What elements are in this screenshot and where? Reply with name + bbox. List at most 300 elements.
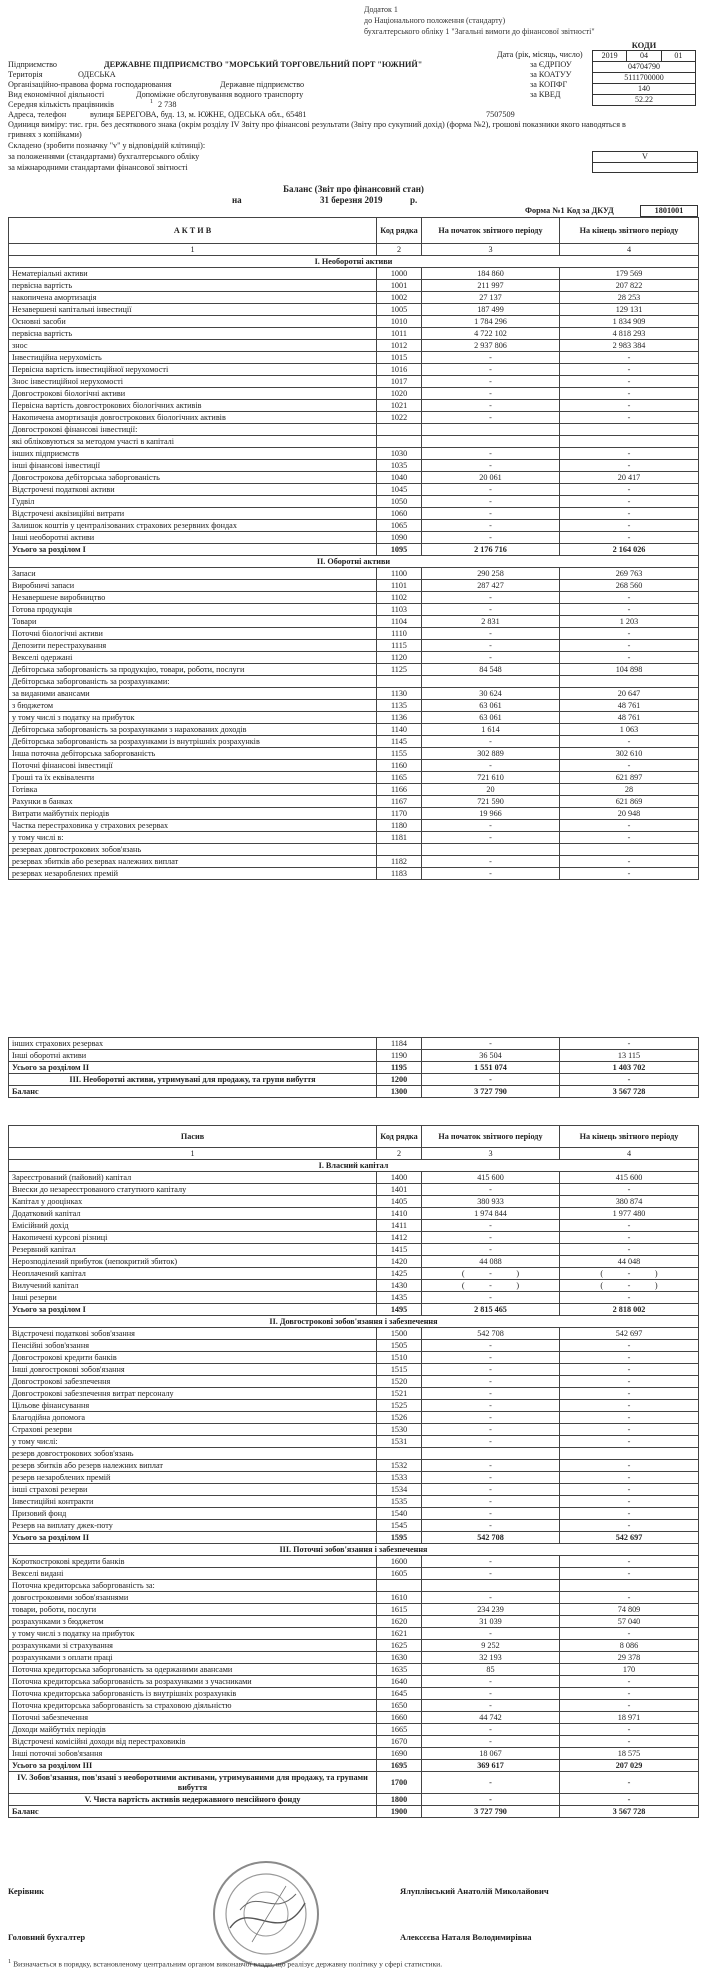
row-start-value: - (422, 484, 560, 496)
row-code: 1050 (377, 496, 422, 508)
row-code: 1160 (377, 760, 422, 772)
row-name: Призовий фонд (9, 1508, 377, 1520)
table-row (9, 832, 699, 844)
row-code: 1405 (377, 1196, 422, 1208)
row-end-value: 269 763 (560, 568, 699, 580)
table-row (9, 1280, 699, 1292)
row-end-value: 3 567 728 (560, 1806, 699, 1818)
row-start-value: - (422, 640, 560, 652)
row-name: у тому числі з податку на прибуток (9, 712, 377, 724)
row-start-value: - (422, 1484, 560, 1496)
table-row (9, 808, 699, 820)
row-start-value: 36 504 (422, 1050, 560, 1062)
table-row (9, 520, 699, 532)
col-num: 1 (9, 244, 377, 256)
table-row (9, 1328, 699, 1340)
row-start-value: 20 061 (422, 472, 560, 484)
row-start-value: - (422, 1220, 560, 1232)
row-end-value: - (560, 1038, 699, 1050)
row-name: Поточна кредиторська заборгованість із внутрішніх розрахунків (9, 1688, 377, 1700)
codes-box (592, 50, 696, 106)
row-name: Виробничі запаси (9, 580, 377, 592)
row-code: 1510 (377, 1352, 422, 1364)
row-name: з бюджетом (9, 700, 377, 712)
row-name: у тому числі в: (9, 832, 377, 844)
row-end-value: 57 040 (560, 1616, 699, 1628)
territory-label: Територія (8, 70, 43, 79)
table-row (9, 1074, 699, 1086)
row-end-value: - (560, 1724, 699, 1736)
row-name: Запаси (9, 568, 377, 580)
row-start-value: 2 176 716 (422, 544, 560, 556)
org-form-value: Державне підприємство (220, 80, 305, 89)
row-start-value: 721 610 (422, 772, 560, 784)
row-code: 1170 (377, 808, 422, 820)
row-name: у тому числі: (9, 1436, 377, 1448)
row-end-value: 1 977 480 (560, 1208, 699, 1220)
row-name: Поточна кредиторська заборгованість за розрахунками з учасниками (9, 1676, 377, 1688)
row-start-value (422, 424, 560, 436)
table-row (9, 616, 699, 628)
row-name: Знос інвестиційної нерухомості (9, 376, 377, 388)
table-row (9, 412, 699, 424)
table-row (9, 1196, 699, 1208)
row-code: 1800 (377, 1794, 422, 1806)
row-name: резерв незароблених премій (9, 1472, 377, 1484)
row-start-value: 1 614 (422, 724, 560, 736)
date-label: Дата (рік, місяць, число) (497, 50, 583, 59)
table-row (9, 1806, 699, 1818)
row-start-value: 32 193 (422, 1652, 560, 1664)
row-start-value: - (422, 1628, 560, 1640)
national-std-label: за положеннями (стандартами) бухгалтерського обліку (8, 152, 200, 161)
intl-std-label: за міжнародними стандартами фінансової звітності (8, 163, 188, 172)
row-end-value: - (560, 1400, 699, 1412)
table-row (9, 868, 699, 880)
table-row (9, 508, 699, 520)
col-num: 3 (422, 244, 560, 256)
row-start-value: 380 933 (422, 1196, 560, 1208)
row-start-value: 18 067 (422, 1748, 560, 1760)
row-code: 1104 (377, 616, 422, 628)
row-code: 1120 (377, 652, 422, 664)
row-start-value (422, 676, 560, 688)
row-end-value: - (560, 832, 699, 844)
row-code: 1021 (377, 400, 422, 412)
kved-code: 52.22 (592, 95, 696, 106)
liabilities-table (8, 1125, 699, 1818)
table-row (9, 1304, 699, 1316)
org-form-label: Організаційно-правова форма господарювання (8, 80, 172, 89)
section-title: I. Необоротні активи (9, 256, 699, 268)
row-code: 1495 (377, 1304, 422, 1316)
table-row (9, 1376, 699, 1388)
footnote-text: Визначається в порядку, встановленому центральним органом виконавчої влади, що реалізує державну політику у сфері статистики. (13, 1959, 443, 1969)
table-row (9, 1400, 699, 1412)
row-code: 1101 (377, 580, 422, 592)
row-start-value (422, 1580, 560, 1592)
row-name: Інші оборотні активи (9, 1050, 377, 1062)
address-label: Адреса, телефон (8, 110, 67, 119)
row-end-value: 1 403 702 (560, 1062, 699, 1074)
form-code: 1801001 (640, 205, 698, 217)
row-code: 1035 (377, 460, 422, 472)
row-code: 1065 (377, 520, 422, 532)
row-name: Дебіторська заборгованість за розрахунками: (9, 676, 377, 688)
table-row (9, 628, 699, 640)
table-row (9, 1794, 699, 1806)
row-name: Відстрочені аквізиційні витрати (9, 508, 377, 520)
table-row (9, 1340, 699, 1352)
col-header-article: А К Т И В (9, 218, 377, 244)
row-start-value: - (422, 1412, 560, 1424)
row-name: Відстрочені податкові активи (9, 484, 377, 496)
row-code: 1095 (377, 544, 422, 556)
row-name: розрахунками з бюджетом (9, 1616, 377, 1628)
row-end-value: - (560, 856, 699, 868)
row-start-value: - (422, 376, 560, 388)
row-start-value: - (422, 508, 560, 520)
intl-std-box (592, 162, 698, 173)
row-code: 1005 (377, 304, 422, 316)
row-start-value: 2 831 (422, 616, 560, 628)
table-row (9, 1508, 699, 1520)
row-code: 1695 (377, 1760, 422, 1772)
table-row (9, 1772, 699, 1794)
row-start-value: - (422, 856, 560, 868)
table-row (9, 268, 699, 280)
row-end-value: - (560, 628, 699, 640)
row-start-value: 287 427 (422, 580, 560, 592)
table-row (9, 1256, 699, 1268)
row-code: 1401 (377, 1184, 422, 1196)
table-row (9, 1448, 699, 1460)
table-row (9, 724, 699, 736)
row-code: 1425 (377, 1268, 422, 1280)
row-end-value: - (560, 1388, 699, 1400)
row-end-value: 268 560 (560, 580, 699, 592)
row-name: Баланс (9, 1086, 377, 1098)
table-row (9, 1568, 699, 1580)
head-name: Ялуплінський Анатолій Миколайович (400, 1886, 549, 1896)
row-end-value: 18 575 (560, 1748, 699, 1760)
kopfg-label: за КОПФГ (530, 80, 568, 89)
table-row (9, 1424, 699, 1436)
row-end-value: - (560, 388, 699, 400)
row-code: 1030 (377, 448, 422, 460)
table-row (9, 304, 699, 316)
table-row (9, 1244, 699, 1256)
row-end-value (560, 1448, 699, 1460)
row-start-value: - (422, 1388, 560, 1400)
report-on-label: на (232, 195, 242, 205)
row-name: резервах збитків або резервах належних виплат (9, 856, 377, 868)
row-code: 1190 (377, 1050, 422, 1062)
row-end-value: - (560, 1424, 699, 1436)
row-code: 1020 (377, 388, 422, 400)
row-end-value: 13 115 (560, 1050, 699, 1062)
row-code: 1533 (377, 1472, 422, 1484)
row-end-value: - (560, 1184, 699, 1196)
territory-value: ОДЕСЬКА (78, 70, 116, 79)
row-start-value: - (422, 520, 560, 532)
row-name: Залишок коштів у централізованих страхових резервних фондах (9, 520, 377, 532)
table-row (9, 1460, 699, 1472)
table-row (9, 772, 699, 784)
row-end-value: 18 971 (560, 1712, 699, 1724)
row-code: 1136 (377, 712, 422, 724)
col-header-start: На початок звітного періоду (422, 1126, 560, 1148)
accountant-name: Алексєєва Наталя Володимирівна (400, 1932, 532, 1942)
employees-value: 2 738 (158, 100, 177, 109)
col-num: 2 (377, 1148, 422, 1160)
row-start-value: - (422, 364, 560, 376)
row-code: 1410 (377, 1208, 422, 1220)
row-start-value: - (422, 1688, 560, 1700)
row-start-value: 84 548 (422, 664, 560, 676)
row-name: резерв збитків або резерв належних виплат (9, 1460, 377, 1472)
row-code: 1001 (377, 280, 422, 292)
row-name: інші страхові резерви (9, 1484, 377, 1496)
row-end-value: - (560, 520, 699, 532)
row-start-value: 415 600 (422, 1172, 560, 1184)
row-code (377, 676, 422, 688)
row-name: Внески до незареєстрованого статутного капіталу (9, 1184, 377, 1196)
col-num: 2 (377, 244, 422, 256)
row-name: Депозити перестрахування (9, 640, 377, 652)
row-name: Витрати майбутніх періодів (9, 808, 377, 820)
section-row (9, 1544, 699, 1556)
row-end-value: 380 874 (560, 1196, 699, 1208)
table-row (9, 784, 699, 796)
kved-label: за КВЕД (530, 90, 561, 99)
table-row (9, 1220, 699, 1232)
row-end-value: - (560, 352, 699, 364)
row-code: 1181 (377, 832, 422, 844)
row-code: 1535 (377, 1496, 422, 1508)
row-end-value (560, 424, 699, 436)
row-start-value: - (422, 1460, 560, 1472)
section-row (9, 1160, 699, 1172)
row-name: Поточна кредиторська заборгованість за: (9, 1580, 377, 1592)
official-stamp (210, 1858, 322, 1970)
row-start-value: 20 (422, 784, 560, 796)
row-code: 1135 (377, 700, 422, 712)
row-name: Інші необоротні активи (9, 532, 377, 544)
col-header-code: Код рядка (377, 1126, 422, 1148)
section-row (9, 256, 699, 268)
row-name: Векселі видані (9, 1568, 377, 1580)
appendix-line-3: бухгалтерського обліку 1 "Загальні вимоги до фінансової звітності" (364, 27, 595, 36)
row-code: 1610 (377, 1592, 422, 1604)
row-code: 1515 (377, 1364, 422, 1376)
row-code: 1167 (377, 796, 422, 808)
row-end-value: - (560, 1220, 699, 1232)
row-name: Усього за розділом II (9, 1532, 377, 1544)
row-start-value: 290 258 (422, 568, 560, 580)
table-row (9, 1748, 699, 1760)
row-end-value: 104 898 (560, 664, 699, 676)
row-end-value: - (560, 736, 699, 748)
table-row (9, 472, 699, 484)
table-row (9, 676, 699, 688)
row-code: 1166 (377, 784, 422, 796)
row-start-value: - (422, 1772, 560, 1794)
footnote (8, 1958, 442, 1969)
row-name: розрахунками зі страхування (9, 1640, 377, 1652)
row-end-value: - (560, 484, 699, 496)
row-code: 1621 (377, 1628, 422, 1640)
row-start-value: 4 722 102 (422, 328, 560, 340)
row-end-value: - (560, 1700, 699, 1712)
row-code: 1670 (377, 1736, 422, 1748)
row-end-value: - (560, 1688, 699, 1700)
row-name: Резервний капітал (9, 1244, 377, 1256)
edrpou-label: за ЄДРПОУ (530, 60, 572, 69)
row-end-value: 1 063 (560, 724, 699, 736)
table-row (9, 400, 699, 412)
row-end-value: - (560, 508, 699, 520)
row-code: 1017 (377, 376, 422, 388)
table-row (9, 1676, 699, 1688)
row-start-value: - (422, 1592, 560, 1604)
employees-label: Середня кількість працівників (8, 100, 115, 109)
row-start-value: - (422, 1184, 560, 1196)
row-end-value: - (560, 376, 699, 388)
row-start-value: - (422, 1736, 560, 1748)
row-code: 1200 (377, 1074, 422, 1086)
row-end-value: 8 086 (560, 1640, 699, 1652)
table-row (9, 1472, 699, 1484)
row-code: 1165 (377, 772, 422, 784)
table-row (9, 376, 699, 388)
row-code: 1110 (377, 628, 422, 640)
table-row (9, 700, 699, 712)
codes-title: КОДИ (631, 40, 657, 50)
col-num: 4 (560, 244, 699, 256)
row-name: Незавершене виробництво (9, 592, 377, 604)
unit-text: Одиниця виміру: тис. грн. без десяткового знака (окрім розділу IV Звіту про фінансові результати (Звіту про сукупний дохід) (форма №2), грошові показники якого наводяться в гривнях з копійками) (8, 120, 626, 139)
row-name: резервах довгострокових зобов'язань (9, 844, 377, 856)
row-end-value: - (560, 1460, 699, 1472)
row-start-value: 369 617 (422, 1760, 560, 1772)
col-num: 3 (422, 1148, 560, 1160)
row-name: Накопичена амортизація довгострокових біологічних активів (9, 412, 377, 424)
row-code: 1130 (377, 688, 422, 700)
activity-row (8, 90, 304, 100)
row-code: 1015 (377, 352, 422, 364)
edrpou-code: 04704790 (592, 62, 696, 73)
row-code: 1016 (377, 364, 422, 376)
row-name: Поточні біологічні активи (9, 628, 377, 640)
row-name: Інвестиційні контракти (9, 1496, 377, 1508)
row-end-value: - (560, 640, 699, 652)
table-row (9, 352, 699, 364)
row-start-value: - (422, 1496, 560, 1508)
row-code: 1605 (377, 1568, 422, 1580)
table-row (9, 1652, 699, 1664)
row-end-value: 44 048 (560, 1256, 699, 1268)
row-code: 1411 (377, 1220, 422, 1232)
table-row (9, 364, 699, 376)
row-start-value: - (422, 400, 560, 412)
row-code: 1103 (377, 604, 422, 616)
row-name: IV. Зобов'язання, пов'язані з необоротними активами, утримуваними для продажу, та групами вибуття (9, 1772, 377, 1794)
org-form-row (8, 80, 305, 90)
row-end-value: 179 569 (560, 268, 699, 280)
row-code: 1500 (377, 1328, 422, 1340)
row-start-value: 187 499 (422, 304, 560, 316)
row-start-value: - (422, 1794, 560, 1806)
date-cells (592, 50, 696, 62)
row-start-value: - (422, 1364, 560, 1376)
table-row (9, 1086, 699, 1098)
table-row (9, 340, 699, 352)
table-row (9, 1604, 699, 1616)
table-row (9, 1172, 699, 1184)
table-row (9, 460, 699, 472)
table-row (9, 1232, 699, 1244)
row-name: Готова продукція (9, 604, 377, 616)
row-name: Рахунки в банках (9, 796, 377, 808)
row-code: 1660 (377, 1712, 422, 1724)
table-row (9, 640, 699, 652)
row-end-value: 207 029 (560, 1760, 699, 1772)
row-name: Поточні фінансові інвестиції (9, 760, 377, 772)
row-name: Інша поточна дебіторська заборгованість (9, 748, 377, 760)
row-end-value: 1 203 (560, 616, 699, 628)
row-end-value: - (560, 592, 699, 604)
table-row (9, 664, 699, 676)
activity-value: Допоміжне обслуговування водного транспорту (136, 90, 304, 99)
row-start-value: - (422, 1074, 560, 1086)
row-start-value: 184 860 (422, 268, 560, 280)
appendix-line-1: Додаток 1 (364, 5, 398, 14)
table-row (9, 544, 699, 556)
table-row (9, 820, 699, 832)
territory-row (8, 70, 116, 80)
row-end-value: - (560, 364, 699, 376)
row-code: 1155 (377, 748, 422, 760)
row-start-value: - (422, 1568, 560, 1580)
row-name: первісна вартість (9, 328, 377, 340)
row-name: Дебіторська заборгованість за розрахунками із внутрішніх розрахунків (9, 736, 377, 748)
row-end-value: ( - ) (560, 1268, 699, 1280)
row-start-value: 44 088 (422, 1256, 560, 1268)
row-name: Відстрочені комісійні доходи від перестраховиків (9, 1736, 377, 1748)
row-code (377, 436, 422, 448)
assets-table-continued (8, 1037, 699, 1098)
row-name: накопичена амортизація (9, 292, 377, 304)
table-row (9, 1292, 699, 1304)
row-start-value: - (422, 760, 560, 772)
table-row (9, 1184, 699, 1196)
address-row (8, 110, 515, 120)
row-end-value: - (560, 1592, 699, 1604)
row-name: товари, роботи, послуги (9, 1604, 377, 1616)
row-name: Дебіторська заборгованість за продукцію, товари, роботи, послуги (9, 664, 377, 676)
row-name: Доходи майбутніх періодів (9, 1724, 377, 1736)
row-start-value: - (422, 388, 560, 400)
row-end-value: - (560, 460, 699, 472)
row-code: 1000 (377, 268, 422, 280)
row-name: які обліковуються за методом участі в капіталі (9, 436, 377, 448)
row-start-value: - (422, 1508, 560, 1520)
row-name: Цільове фінансування (9, 1400, 377, 1412)
row-code: 1665 (377, 1724, 422, 1736)
table-row (9, 1364, 699, 1376)
employees-row (8, 99, 177, 110)
